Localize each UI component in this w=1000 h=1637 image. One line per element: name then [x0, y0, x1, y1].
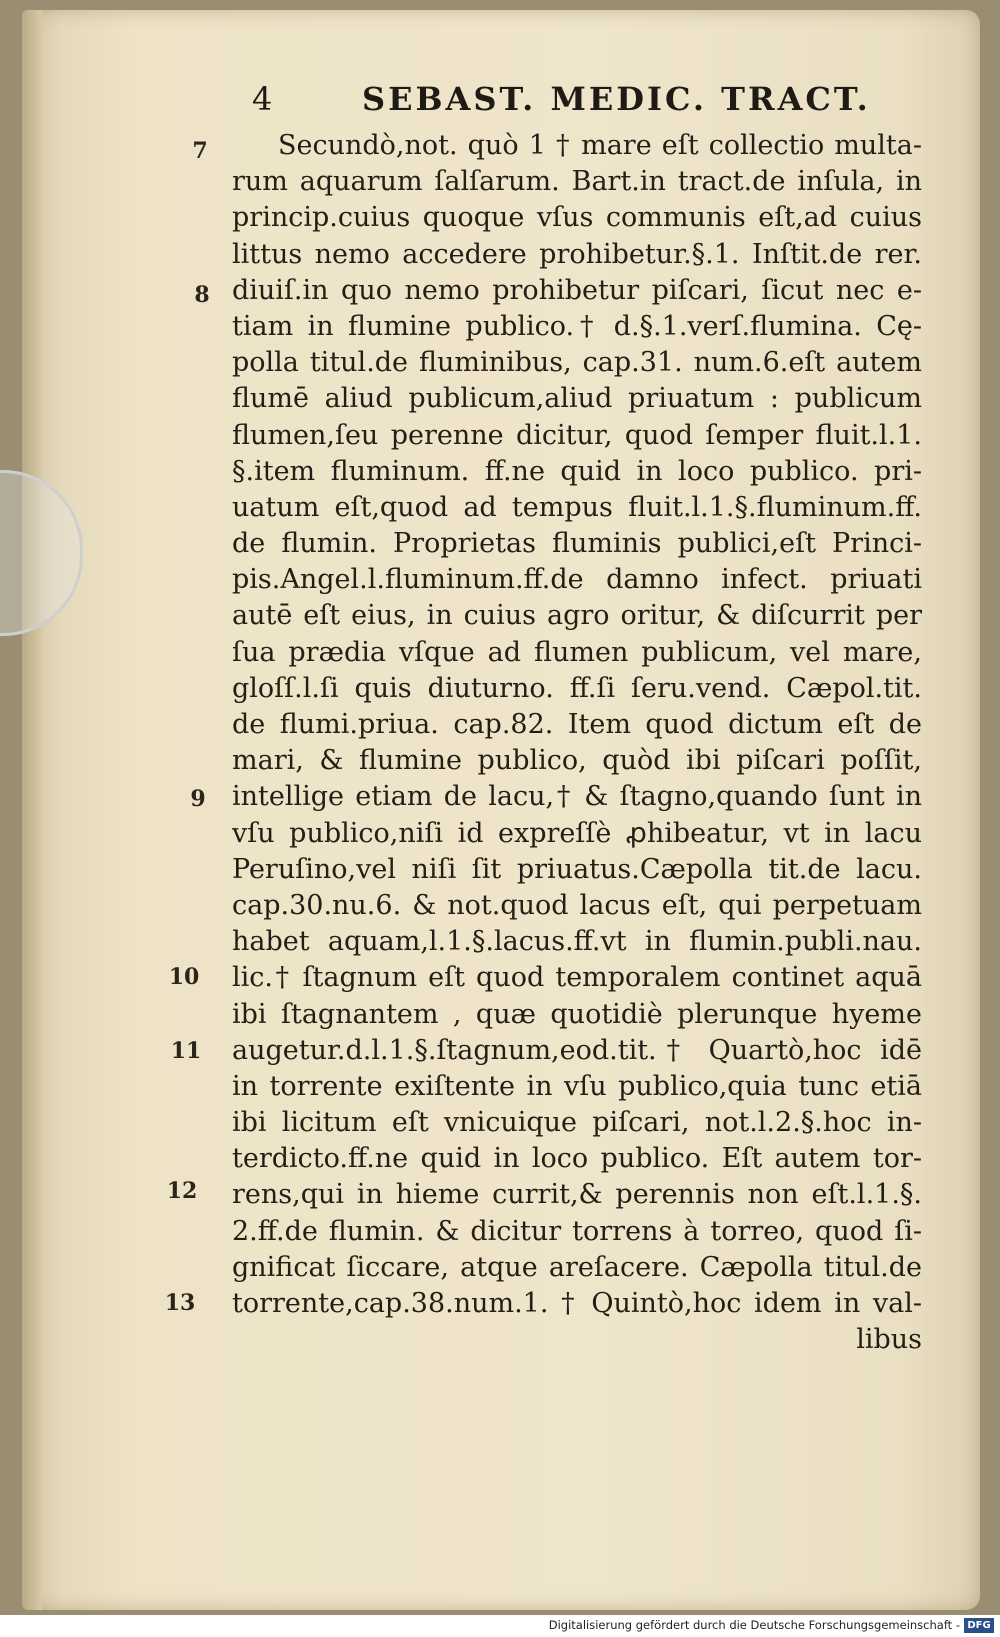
- text-line: lic.† ſtagnum eſt quod temporalem continet aquā: [232, 962, 922, 994]
- dfg-logo-icon: DFG: [964, 1618, 994, 1633]
- text-line: habet aquam,l.1.§.lacus.ff.vt in flumin.publi.nau.: [232, 926, 922, 958]
- text-line: in torrente exiſtente in vſu publico,quia tunc etiā: [232, 1070, 922, 1102]
- text-line: flumē aliud publicum,aliud priuatum : publicum: [232, 383, 922, 415]
- text-line: terdicto.ff.ne quid in loco publico. Eſt autem tor-: [232, 1143, 922, 1175]
- text-line: rum aquarum ſalſarum. Bart.in tract.de inſula, in: [232, 166, 922, 198]
- text-line: torrente,cap.38.num.1. † Quintò,hoc idem in val-: [232, 1288, 922, 1319]
- page-number: 4: [252, 80, 276, 118]
- text-line: autē eſt eius, in cuius agro oritur, & diſcurrit per: [232, 600, 922, 632]
- text-line: tiam in flumine publico.† d.§.1.verſ.flumina. Cę-: [232, 310, 922, 342]
- text-line: ſua prædia vſque ad flumen publicum, vel mare,: [232, 636, 922, 668]
- text-line: gnificat ſiccare, atque areſacere. Cæpolla titul.de: [232, 1251, 922, 1283]
- text-line: cap.30.nu.6. & not.quod lacus eſt, qui perpetuam: [232, 889, 922, 921]
- funding-notice: Digitalisierung gefördert durch die Deutsche Forschungsgemeinschaft -: [548, 1618, 960, 1632]
- text-line: diuiſ.in quo nemo prohibetur piſcari, ſicut nec e-: [232, 274, 922, 306]
- margin-number: 13: [164, 1290, 196, 1316]
- margin-number: 9: [190, 786, 206, 812]
- catchword: libus: [856, 1324, 922, 1356]
- text-line: §.item fluminum. ff.ne quid in loco publico. pri-: [232, 455, 922, 487]
- text-line: gloſſ.l.ſi quis diuturno. ff.ſi ſeru.vend. Cæpol.tit.: [232, 672, 922, 704]
- text-line: littus nemo accedere prohibetur.§.1. Inſtit.de rer.: [232, 238, 922, 270]
- text-line: mari, & flumine publico, quòd ibi piſcari poſſit,: [232, 745, 922, 777]
- text-line: ibi licitum eſt vnicuique piſcari, not.l.2.§.hoc in-: [232, 1107, 922, 1139]
- text-line: vſu publico,niſi id expreſſè ꝓhibeatur, vt in lacu: [232, 817, 922, 849]
- text-line: ibi ſtagnantem , quæ quotidiè plerunque hyeme: [232, 998, 922, 1030]
- text-line: flumen,ſeu perenne dicitur, quod ſemper fluit.l.1.: [232, 419, 922, 451]
- text-line: de flumin. Proprietas fluminis publici,eſt Princi-: [232, 528, 922, 560]
- margin-number: 7: [192, 138, 208, 164]
- text-line: pis.Angel.l.fluminum.ff.de damno infect. priuati: [232, 564, 922, 596]
- page-edge: [22, 10, 42, 1610]
- margin-number: 10: [168, 964, 200, 990]
- margin-number: 11: [170, 1038, 202, 1064]
- text-line: augetur.d.l.1.§.ſtagnum,eod.tit.† Quartò,hoc idē: [232, 1034, 922, 1066]
- body-text: [232, 128, 922, 1358]
- text-line: rens,qui in hieme currit,& perennis non eſt.l.1.§.: [232, 1179, 922, 1211]
- text-line: intellige etiam de lacu,† & ſtagno,quando ſunt in: [232, 781, 922, 813]
- text-line: Peruſino,vel niſi ſit priuatus.Cæpolla tit.de lacu.: [232, 853, 922, 885]
- page-header: [252, 80, 871, 130]
- margin-number: 12: [166, 1178, 198, 1204]
- footer-bar: [0, 1615, 1000, 1637]
- running-head: SEBAST. MEDIC. TRACT.: [362, 80, 871, 118]
- text-line: Secundò,not. quò 1 † mare eſt collectio multa-: [278, 130, 922, 161]
- text-line: princip.cuius quoque vſus communis eſt,ad cuius: [232, 202, 922, 234]
- text-line: 2.ff.de flumin. & dicitur torrens à torreo, quod ſi-: [232, 1215, 922, 1247]
- text-line: polla titul.de fluminibus, cap.31. num.6.eſt autem: [232, 347, 922, 379]
- text-line: de flumi.priua. cap.82. Item quod dictum eſt de: [232, 709, 922, 740]
- margin-number: 8: [194, 282, 210, 308]
- text-line: uatum eſt,quod ad tempus fluit.l.1.§.fluminum.ff.: [232, 491, 922, 523]
